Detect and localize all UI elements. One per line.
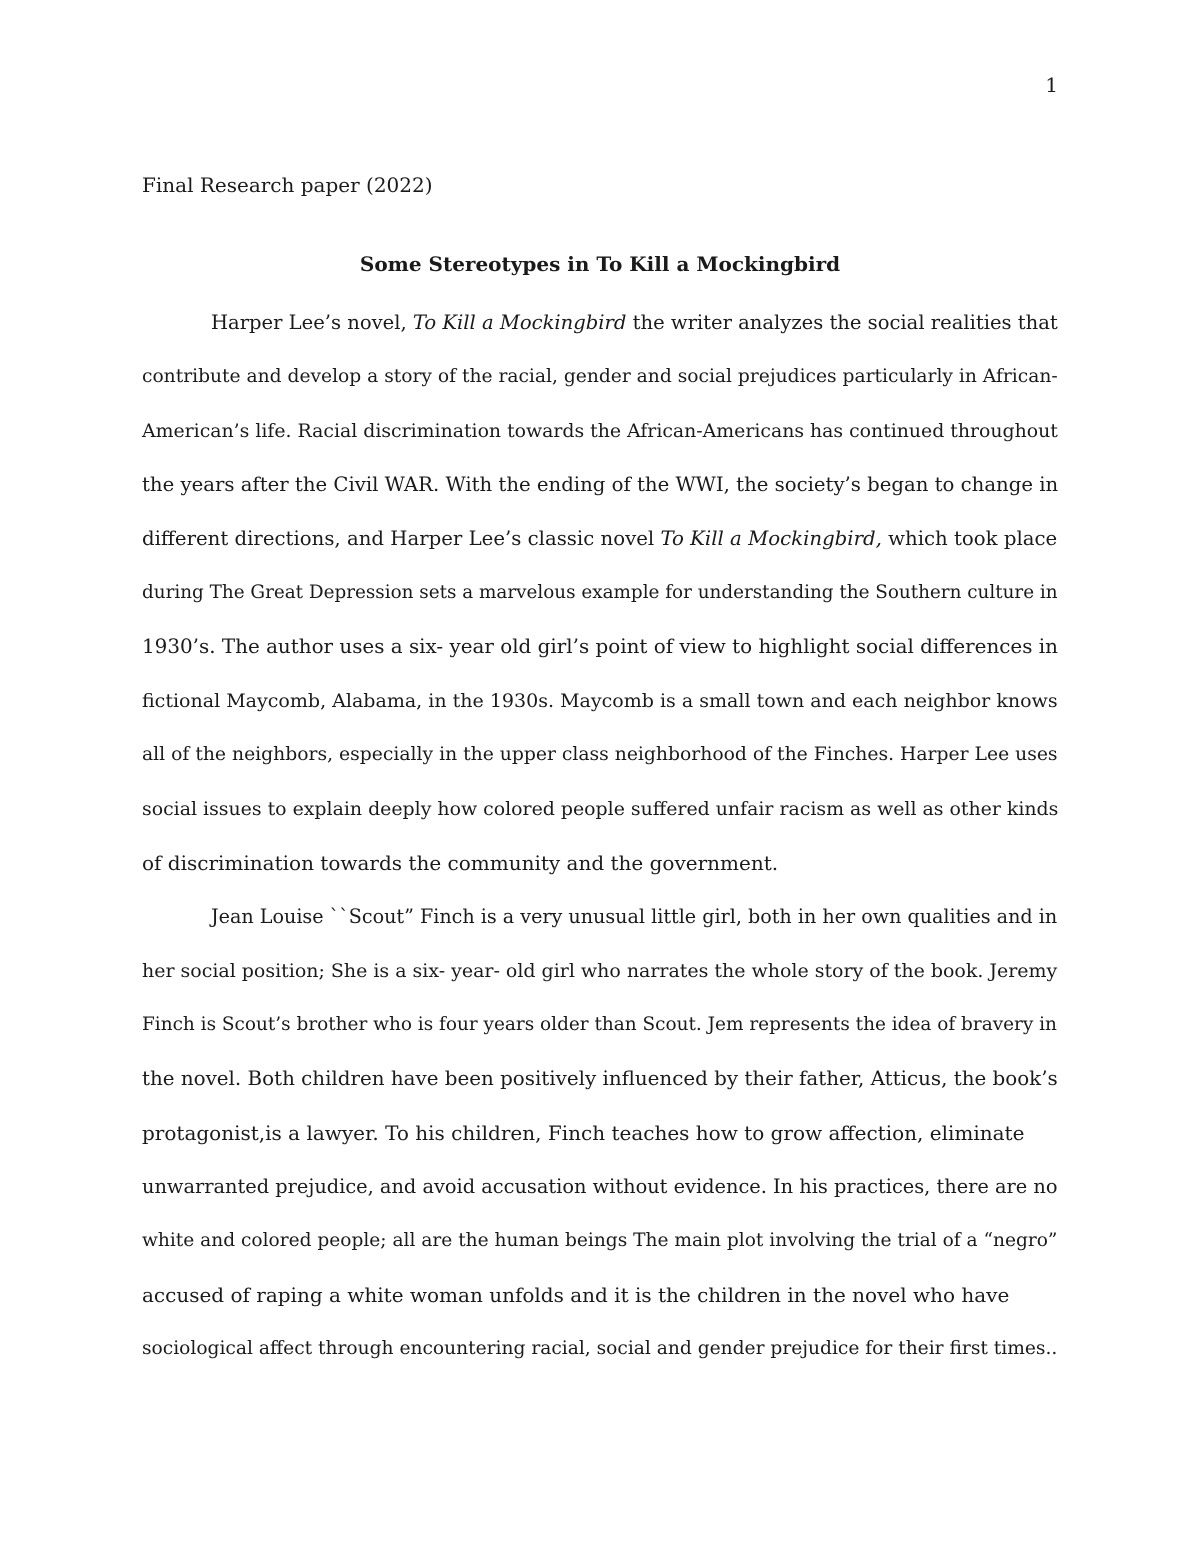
paragraph-line: social issues to explain deeply how colored people suffered unfair racism as well as other kinds <box>142 798 1059 820</box>
paragraph-line: American’s life. Racial discrimination towards the African-Americans has continued throughout <box>142 420 1058 442</box>
paragraph-line: all of the neighbors, especially in the upper class neighborhood of the Finches. Harper Lee uses <box>142 744 1058 765</box>
paragraph-line: sociological affect through encountering racial, social and gender prejudice for their first times.. <box>142 1338 1058 1359</box>
paragraph-line: the novel. Both children have been positively influenced by their father, Atticus, the book’s <box>142 1067 1058 1090</box>
paragraph-line: Finch is Scout’s brother who is four years older than Scout. Jem represents the idea of bravery in <box>142 1014 1057 1035</box>
paragraph-line: 1930’s. The author uses a six- year old girl’s point of view to highlight social differences in <box>142 635 1058 658</box>
paper-title: Some Stereotypes in To Kill a Mockingbird <box>359 252 841 276</box>
paragraph-line: unwarranted prejudice, and avoid accusation without evidence. In his practices, there are no <box>142 1175 1058 1198</box>
paragraph-line: during The Great Depression sets a marvelous example for understanding the Southern culture in <box>142 582 1058 603</box>
paragraph-line: fictional Maycomb, Alabama, in the 1930s. Maycomb is a small town and each neighbor knows <box>142 690 1058 712</box>
paper-body <box>142 296 1058 1376</box>
paragraph-line: different directions, and Harper Lee’s classic novel To Kill a Mockingbird, which took place <box>142 527 1058 550</box>
book-title-italic: To Kill a Mockingbird <box>412 311 627 334</box>
course-line: Final Research paper (2022) <box>142 173 433 197</box>
paragraph-line: the years after the Civil WAR. With the ending of the WWI, the society’s began to change in <box>142 473 1059 496</box>
paragraph-1 <box>142 296 1058 890</box>
book-title-italic: To Kill a Mockingbird, <box>660 527 882 550</box>
paragraph-line: contribute and develop a story of the racial, gender and social prejudices particularly in African- <box>142 366 1058 387</box>
paragraph-line: her social position; She is a six- year- old girl who narrates the whole story of the book. Jeremy <box>142 960 1058 982</box>
paragraph-line: protagonist,is a lawyer. To his children, Finch teaches how to grow affection, eliminate <box>142 1121 1025 1145</box>
paragraph-line: Jean Louise ``Scout” Finch is a very unusual little girl, both in her own qualities and in <box>211 905 1058 928</box>
page-number: 1 <box>1045 73 1058 97</box>
paragraph-2 <box>142 890 1058 1376</box>
paragraph-line: white and colored people; all are the human beings The main plot involving the trial of a “negro” <box>142 1230 1058 1251</box>
paragraph-line: of discrimination towards the community and the government. <box>142 851 779 875</box>
paragraph-line: accused of raping a white woman unfolds and it is the children in the novel who have <box>142 1283 1010 1307</box>
paragraph-line: Harper Lee’s novel, To Kill a Mockingbird the writer analyzes the social realities that <box>211 311 1058 334</box>
